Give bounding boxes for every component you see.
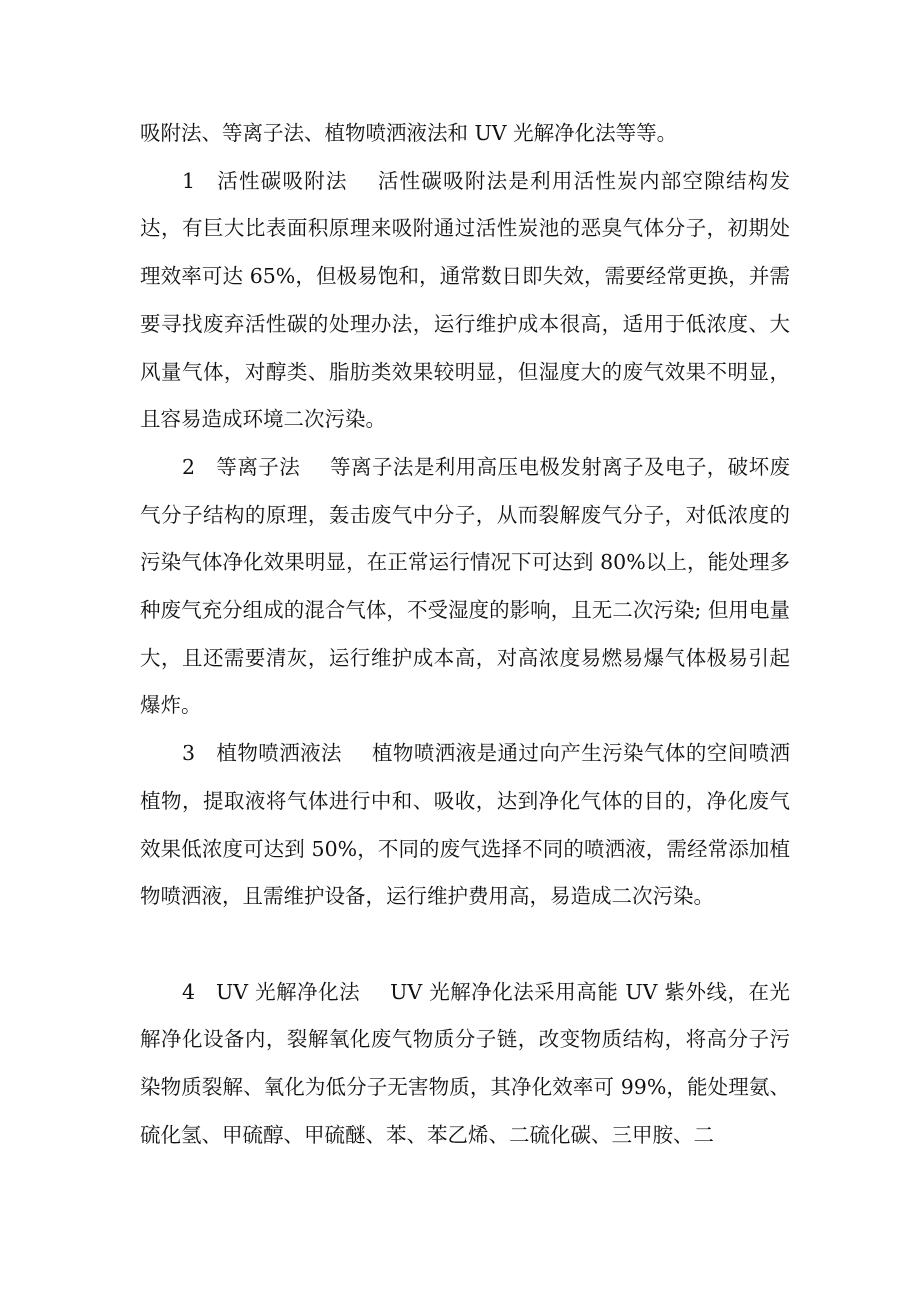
section-body: 植物喷洒液是通过向产生污染气体的空间喷洒植物，提取液将气体进行中和、吸收，达到净化气体的目的，净化废气效果低浓度可达到 50%，不同的废气选择不同的喷洒液，需经常添加植物喷洒液，且需维护设备，运行维护费用高，易造成二次污染。 [140,741,791,909]
intro-paragraph [140,110,790,158]
blank-line [140,921,790,969]
section-number: 3 [182,741,196,766]
section-body: UV 光解净化法采用高能 UV 紫外线，在光解净化设备内，裂解氧化废气物质分子链，改变物质结构，将高分子污染物质裂解、氧化为低分子无害物质，其净化效率可 99%，能处理氨、硫化氢、甲硫醇、甲硫醚、苯、苯乙烯、二硫化碳、三甲胺、二 [140,979,790,1147]
section-heading: 活性碳吸附法 [216,168,348,193]
section-paragraph-4 [140,969,790,1160]
intro-text: 吸附法、等离子法、植物喷洒液法和 UV 光解净化法等等。 [140,121,678,145]
section-number: 4 [182,979,196,1004]
section-paragraph-2 [140,444,790,730]
section-heading: 等离子法 [216,454,301,479]
section-body: 等离子法是利用高压电极发射离子及电子，破坏废气分子结构的原理，轰击废气中分子，从而裂解废气分子，对低浓度的污染气体净化效果明显，在正常运行情况下可达到 80%以上，能处理多种废气充分组成的混合气体，不受湿度的影响，且无二次污染; 但用电量大，且还需要清灰，运行维护成本高，对高浓度易燃易爆气体极易引起爆炸。 [140,454,791,718]
section-number: 2 [182,454,196,479]
section-paragraph-3 [140,730,790,921]
document-body [140,110,790,1159]
section-body: 活性碳吸附法是利用活性炭内部空隙结构发达，有巨大比表面积原理来吸附通过活性炭池的恶臭气体分子，初期处理效率可达 65%，但极易饱和，通常数日即失效，需要经常更换，并需要寻找废弃活性碳的处理办法，运行维护成本很高，适用于低浓度、大风量气体，对醇类、脂肪类效果较明显，但湿度大的废气效果不明显，且容易造成环境二次污染。 [140,168,791,432]
section-heading: 植物喷洒液法 [216,741,342,766]
section-heading: UV 光解净化法 [216,979,361,1004]
section-paragraph-1 [140,158,790,444]
section-number: 1 [182,168,196,193]
